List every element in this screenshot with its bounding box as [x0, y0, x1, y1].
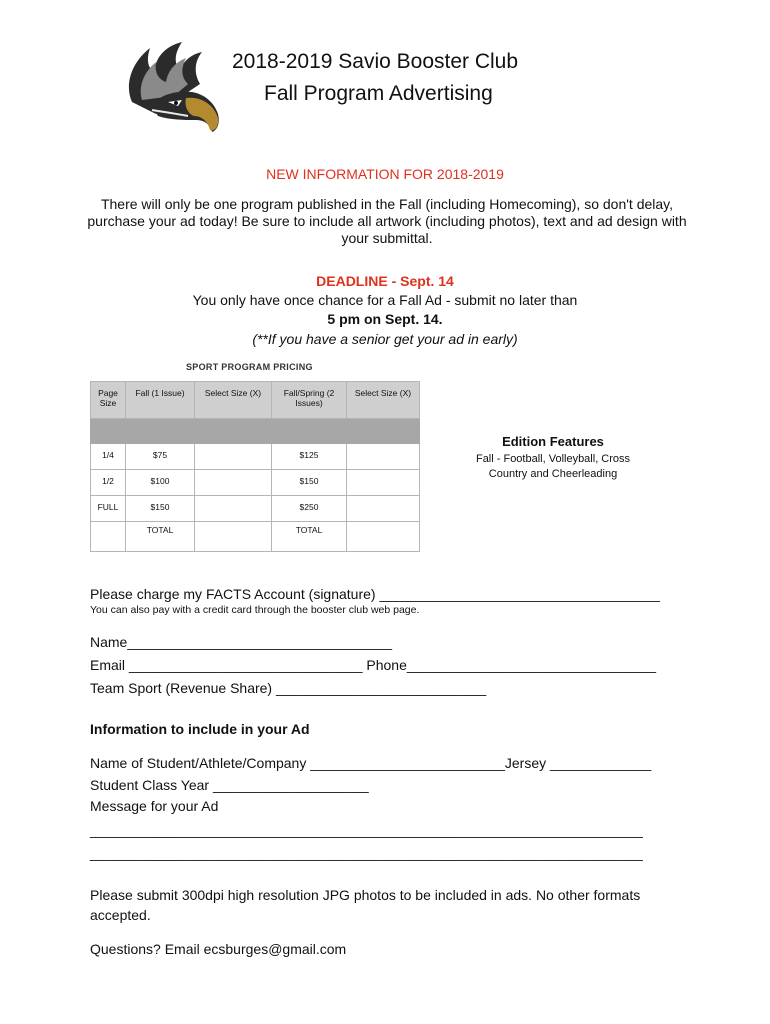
message-line-2[interactable]: _______________________________________________________________________	[90, 845, 643, 861]
size-cell: FULL	[91, 496, 126, 522]
class-year-field[interactable]: Student Class Year ____________________	[90, 777, 369, 793]
size-cell: 1/4	[91, 444, 126, 470]
pricing-table	[90, 381, 420, 552]
fall-spring-price-cell: $125	[272, 444, 347, 470]
table-row	[91, 444, 420, 470]
table-row	[91, 470, 420, 496]
fall-price-cell: $75	[126, 444, 195, 470]
edition-features-title: Edition Features	[502, 434, 604, 449]
fall-spring-total-label: TOTAL	[272, 522, 347, 552]
fall-price-cell: $150	[126, 496, 195, 522]
fall-price-cell: $100	[126, 470, 195, 496]
pricing-label: SPORT PROGRAM PRICING	[186, 362, 313, 372]
table-total-row	[91, 522, 420, 552]
deadline-heading: DEADLINE - Sept. 14	[316, 273, 454, 289]
select-fall-checkbox[interactable]	[195, 470, 272, 496]
fall-spring-price-cell: $250	[272, 496, 347, 522]
edition-features-text: Fall - Football, Volleyball, Cross Country and Cheerleading	[475, 453, 631, 480]
eagle-logo-icon	[122, 40, 224, 134]
select-fall-checkbox[interactable]	[195, 444, 272, 470]
header-fall-spring: Fall/Spring (2 Issues)	[272, 382, 347, 419]
message-label: Message for your Ad	[90, 798, 219, 814]
facts-signature-field[interactable]: Please charge my FACTS Account (signature) ____________________________________	[90, 586, 660, 602]
title-line-2: Fall Program Advertising	[264, 82, 493, 105]
size-cell: 1/2	[91, 470, 126, 496]
title-line-1: 2018-2019 Savio Booster Club	[232, 50, 519, 73]
questions-contact: Questions? Email ecsburges@gmail.com	[90, 941, 347, 957]
select-fall-spring-checkbox[interactable]	[347, 470, 420, 496]
photo-submission-note: Please submit 300dpi high resolution JPG photos to be included in ads. No other formats accepted.	[90, 887, 641, 923]
header-select-size-fall-spring: Select Size (X)	[347, 382, 420, 419]
team-sport-field[interactable]: Team Sport (Revenue Share) ___________________________	[90, 680, 487, 696]
email-phone-field[interactable]: Email ______________________________ Phone________________________________	[90, 657, 657, 673]
select-fall-checkbox[interactable]	[195, 496, 272, 522]
fall-total-field[interactable]	[195, 522, 272, 552]
select-fall-spring-checkbox[interactable]	[347, 444, 420, 470]
fall-spring-price-cell: $150	[272, 470, 347, 496]
table-band-row	[91, 419, 420, 444]
table-header-row	[91, 382, 420, 419]
new-information-heading: NEW INFORMATION FOR 2018-2019	[266, 166, 504, 182]
fall-spring-total-field[interactable]	[347, 522, 420, 552]
notice-paragraph: There will only be one program published in the Fall (including Homecoming), so don't delay, purchase your ad today! Be sure to include all artwork (including photos), text and ad design with your submittal.	[87, 196, 687, 246]
student-jersey-field[interactable]: Name of Student/Athlete/Company _________________________Jersey _____________	[90, 755, 652, 771]
deadline-line-2: 5 pm on Sept. 14.	[327, 311, 443, 327]
fall-total-label: TOTAL	[126, 522, 195, 552]
message-line-1[interactable]: _______________________________________________________________________	[90, 822, 643, 838]
deadline-line-1: You only have once chance for a Fall Ad - submit no later than	[192, 292, 578, 308]
ad-info-heading: Information to include in your Ad	[90, 721, 310, 737]
credit-card-note: You can also pay with a credit card through the booster club web page.	[90, 604, 420, 616]
table-row	[91, 496, 420, 522]
header-fall: Fall (1 Issue)	[126, 382, 195, 419]
select-fall-spring-checkbox[interactable]	[347, 496, 420, 522]
header-select-size-fall: Select Size (X)	[195, 382, 272, 419]
deadline-note: (**If you have a senior get your ad in early)	[252, 331, 518, 347]
header-page-size: Page Size	[91, 382, 126, 419]
name-field[interactable]: Name__________________________________	[90, 634, 393, 650]
